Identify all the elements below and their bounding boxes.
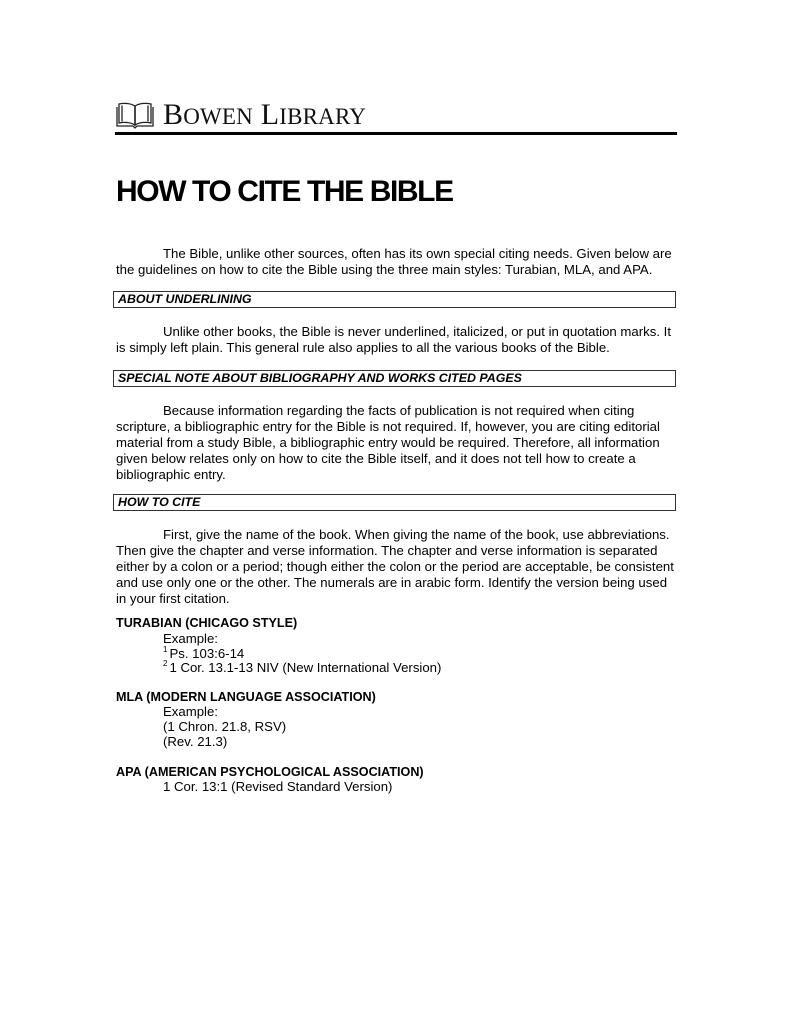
style-heading-turabian: TURABIAN (CHICAGO STYLE): [116, 616, 298, 630]
example-citation: $^2$ 1 Cor. 13.1-13 NIV (New International Version): [163, 659, 442, 675]
section-body-about-underlining: Unlike other books, the Bible is never underlined, italicized, or put in quotation marks. It is simply left plain. This general rule also applies to all the various books of the Bible.: [116, 324, 671, 355]
example-citation: (Rev. 21.3): [163, 734, 228, 749]
style-heading-apa: APA (AMERICAN PSYCHOLOGICAL ASSOCIATION): [116, 765, 424, 779]
example-label: Example:: [163, 631, 218, 646]
section-body-how-to-cite: First, give the name of the book. When giving the name of the book, use abbreviations. Then give the chapter and verse information. The chapter and verse information is separated either by a colon or a period; though either the colon or the period are acceptable, be consistent and use only one or the other. The numerals are in arabic form. Identify the version being used in your first citation.: [116, 527, 674, 606]
page-title: HOW TO CITE THE BIBLE: [116, 175, 453, 208]
section-heading-bibliography-note: SPECIAL NOTE ABOUT BIBLIOGRAPHY AND WORKS CITED PAGES: [113, 370, 676, 387]
section-body-bibliography-note: Because information regarding the facts of publication is not required when citing scripture, a bibliographic entry for the Bible is not required. If, however, you are citing editorial material from a study Bible, a bibliographic entry would be required. Therefore, all information given below relates only on how to cite the Bible itself, and it does not tell how to create a bibliographic entry.: [116, 403, 660, 482]
footnote-number: 2: [163, 659, 168, 668]
intro-paragraph: The Bible, unlike other sources, often has its own special citing needs. Given below are the guidelines on how to cite the Bible using the three main styles: Turabian, MLA, and APA.: [116, 246, 672, 277]
example-citation: (1 Chron. 21.8, RSV): [163, 719, 287, 734]
style-heading-mla: MLA (MODERN LANGUAGE ASSOCIATION): [116, 690, 376, 704]
example-label: Example:: [163, 704, 218, 719]
section-heading-how-to-cite: HOW TO CITE: [113, 494, 676, 511]
section-heading-about-underlining: ABOUT UNDERLINING: [113, 291, 676, 308]
open-book-icon: [115, 101, 155, 129]
example-citation: $^1$ Ps. 103:6-14: [163, 645, 245, 661]
header-divider: [115, 132, 677, 135]
example-citation: 1 Cor. 13:1 (Revised Standard Version): [163, 779, 393, 794]
library-header: [115, 99, 366, 131]
brand-name: BOWEN LIBRARY: [163, 98, 367, 131]
footnote-number: 1: [163, 645, 168, 654]
